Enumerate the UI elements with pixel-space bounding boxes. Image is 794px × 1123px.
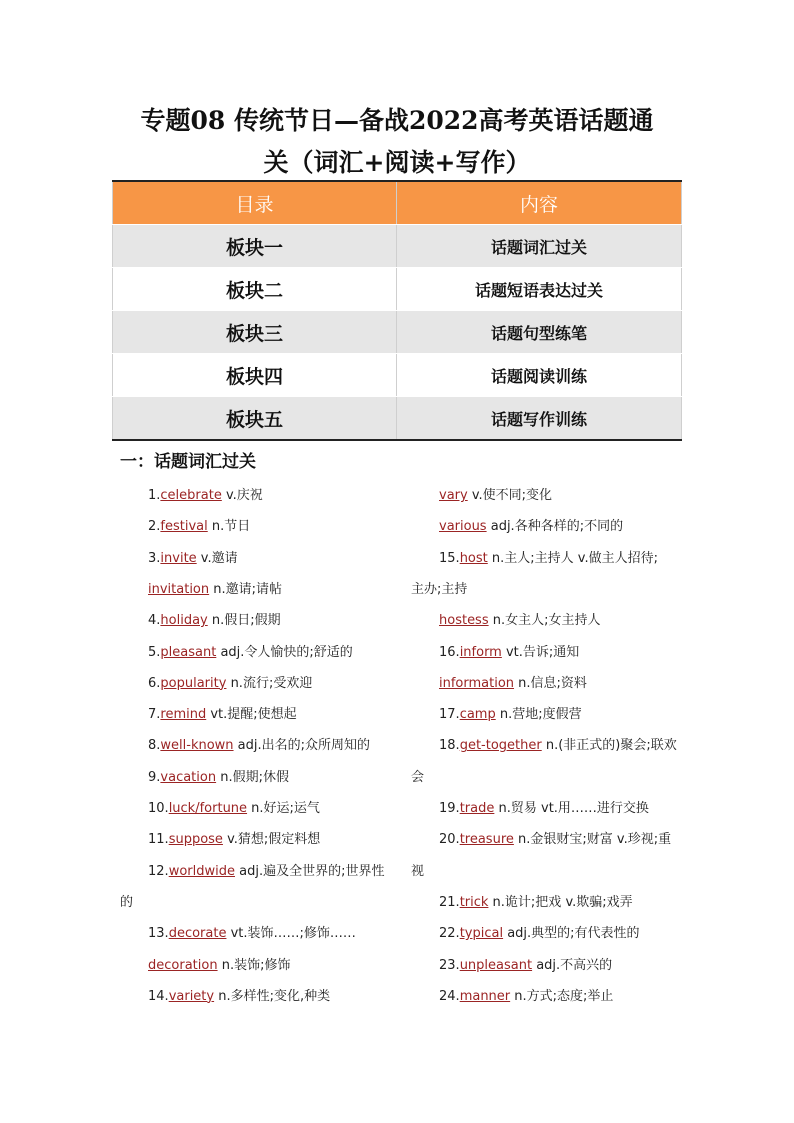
vocab-number: 22. <box>439 926 460 942</box>
contents-table <box>112 180 682 441</box>
table-row <box>113 268 682 311</box>
vocab-entry <box>439 519 623 535</box>
header-catalog: 目录 <box>113 181 397 225</box>
vocab-entry <box>148 676 312 692</box>
vocab-word: treasure <box>459 832 514 848</box>
vocab-definition: adj.出名的;众所周知的 <box>233 738 371 754</box>
vocab-definition: n.流行;受欢迎 <box>226 675 313 691</box>
vocab-word: celebrate <box>160 488 222 503</box>
section-heading: 一：话题词汇过关 <box>120 452 256 472</box>
vocab-entry <box>148 645 353 661</box>
vocab-number: 16. <box>439 644 460 660</box>
vocab-number: 9. <box>148 769 161 785</box>
vocab-entry <box>148 582 282 598</box>
vocab-number: 5. <box>148 644 161 660</box>
vocab-entry <box>148 864 384 880</box>
vocab-definition: v.邀请 <box>196 550 238 566</box>
vocab-word: worldwide <box>168 863 235 879</box>
title-line-2: 关（词汇+阅读+写作） <box>263 148 531 177</box>
vocab-entry <box>148 488 263 504</box>
vocab-definition: n.假日;假期 <box>207 613 281 629</box>
header-content: 内容 <box>397 181 682 225</box>
vocab-word: get-together <box>459 738 542 754</box>
vocab-definition: 的 <box>120 894 134 910</box>
block-name: 板块三 <box>113 311 397 354</box>
vocab-number: 14. <box>148 988 169 1004</box>
block-name: 板块一 <box>113 225 397 268</box>
block-content: 话题句型练笔 <box>397 311 682 354</box>
vocab-definition: vt.装饰……;修饰…… <box>226 926 356 942</box>
vocab-number: 10. <box>148 801 169 816</box>
vocab-entry <box>148 958 290 974</box>
vocab-entry <box>148 832 320 848</box>
vocab-definition: n.诡计;把戏 v.欺骗;戏弄 <box>488 894 633 910</box>
vocab-entry <box>439 958 612 974</box>
vocab-entry <box>439 707 582 723</box>
vocab-entry <box>439 895 633 911</box>
vocab-entry <box>411 770 424 786</box>
vocab-definition: n.方式;态度;举止 <box>510 988 614 1004</box>
vocab-number: 2. <box>148 519 161 535</box>
vocab-entry <box>439 613 601 629</box>
vocab-entry <box>148 926 356 942</box>
block-content: 话题写作训练 <box>397 397 682 441</box>
vocab-definition: n.假期;休假 <box>216 769 289 785</box>
vocab-word: host <box>459 550 488 566</box>
vocab-entry <box>148 551 238 567</box>
vocab-number: 3. <box>148 550 161 566</box>
vocab-entry <box>439 676 587 692</box>
vocab-definition: vt.提醒;使想起 <box>206 707 297 723</box>
vocab-definition: n.(非正式的)聚会;联欢 <box>541 738 677 754</box>
block-content: 话题词汇过关 <box>397 225 682 268</box>
vocab-definition: adj.典型的;有代表性的 <box>503 926 640 942</box>
block-name: 板块四 <box>113 354 397 397</box>
block-content: 话题阅读训练 <box>397 354 682 397</box>
vocab-number: 17. <box>439 707 460 723</box>
vocab-word: inform <box>459 644 502 660</box>
vocab-word: invitation <box>148 581 210 597</box>
vocab-number: 7. <box>148 707 161 723</box>
vocab-number: 23. <box>439 957 460 973</box>
vocab-word: typical <box>459 926 504 942</box>
vocab-word: variety <box>168 988 215 1004</box>
document-title <box>110 100 684 184</box>
vocab-word: remind <box>160 707 207 723</box>
vocab-entry <box>411 864 424 880</box>
vocab-word: unpleasant <box>459 957 533 973</box>
table-row <box>113 354 682 397</box>
vocab-number: 4. <box>148 613 161 629</box>
vocab-entry <box>148 519 250 535</box>
vocab-word: decorate <box>168 926 227 942</box>
vocab-entry <box>439 801 649 817</box>
vocab-word: suppose <box>168 832 223 848</box>
vocab-definition: adj.令人愉快的;舒适的 <box>216 644 353 660</box>
vocab-definition: n.节日 <box>207 519 251 535</box>
vocab-entry <box>439 989 613 1005</box>
vocab-number: 15. <box>439 550 460 566</box>
vocab-entry <box>439 645 579 661</box>
vocab-entry <box>120 895 133 911</box>
vocab-word: vary <box>439 488 468 503</box>
vocab-definition: n.信息;资料 <box>514 675 587 691</box>
vocab-number: 24. <box>439 988 460 1004</box>
contents-header-row <box>113 181 682 225</box>
vocab-word: information <box>439 675 515 691</box>
vocab-word: camp <box>459 707 496 723</box>
vocab-definition: v.使不同;变化 <box>467 488 553 503</box>
vocab-definition: n.金银财宝;财富 v.珍视;重 <box>513 832 672 848</box>
vocab-word: holiday <box>160 613 208 629</box>
vocab-definition: n.女主人;女主持人 <box>488 613 601 629</box>
vocab-definition: adj.不高兴的 <box>532 957 613 973</box>
vocab-definition: 会 <box>411 769 425 785</box>
vocab-definition: n.营地;度假营 <box>495 707 582 723</box>
vocab-entry <box>148 770 289 786</box>
vocab-entry <box>439 926 640 942</box>
vocab-entry <box>148 738 370 754</box>
vocab-word: vacation <box>160 769 217 785</box>
vocab-entry <box>148 613 281 629</box>
block-name: 板块五 <box>113 397 397 441</box>
vocab-definition: n.贸易 vt.用……进行交换 <box>494 801 649 816</box>
vocab-entry <box>148 707 297 723</box>
vocab-definition: adj.遍及全世界的;世界性 <box>234 863 385 879</box>
vocab-word: manner <box>459 988 511 1004</box>
table-row <box>113 311 682 354</box>
vocab-number: 12. <box>148 863 169 879</box>
vocab-word: pleasant <box>160 644 217 660</box>
vocab-number: 6. <box>148 675 161 691</box>
vocab-entry <box>439 738 677 754</box>
vocab-entry <box>148 989 330 1005</box>
vocab-entry <box>439 832 671 848</box>
vocab-number: 11. <box>148 832 169 848</box>
block-content: 话题短语表达过关 <box>397 268 682 311</box>
block-name: 板块二 <box>113 268 397 311</box>
vocab-definition: n.装饰;修饰 <box>217 957 291 973</box>
vocab-entry <box>148 801 320 817</box>
vocab-entry <box>439 488 552 504</box>
vocab-word: invite <box>160 550 197 566</box>
vocab-word: popularity <box>160 675 227 691</box>
vocab-definition: adj.各种各样的;不同的 <box>486 519 624 535</box>
vocab-definition: v.庆祝 <box>221 488 263 503</box>
vocab-definition: 视 <box>411 863 425 879</box>
vocab-word: hostess <box>439 613 489 629</box>
vocab-definition: vt.告诉;通知 <box>501 644 580 660</box>
vocab-number: 19. <box>439 801 460 816</box>
vocab-number: 13. <box>148 926 169 942</box>
vocab-word: various <box>439 519 487 535</box>
vocab-definition: n.好运;运气 <box>247 801 320 816</box>
vocab-word: festival <box>160 519 208 535</box>
vocab-definition: v.猜想;假定料想 <box>222 832 321 848</box>
vocab-number: 18. <box>439 738 460 754</box>
vocab-entry <box>439 551 658 567</box>
vocab-number: 8. <box>148 738 161 754</box>
vocab-definition: n.多样性;变化,种类 <box>214 988 331 1004</box>
table-row <box>113 397 682 441</box>
vocab-word: trick <box>459 894 489 910</box>
vocab-word: decoration <box>148 957 218 973</box>
vocab-word: luck/fortune <box>168 801 248 816</box>
vocab-entry <box>411 582 467 598</box>
title-line-1: 专题08 传统节日—备战2022高考英语话题通 <box>140 106 654 135</box>
vocab-definition: 主办;主持 <box>411 581 468 597</box>
vocab-number: 20. <box>439 832 460 848</box>
vocab-number: 1. <box>148 488 161 503</box>
vocab-number: 21. <box>439 894 460 910</box>
vocab-definition: n.主人;主持人 v.做主人招待; <box>487 550 658 566</box>
table-row <box>113 225 682 268</box>
vocab-word: trade <box>459 801 495 816</box>
vocab-definition: n.邀请;请帖 <box>209 581 283 597</box>
vocab-word: well-known <box>160 738 234 754</box>
